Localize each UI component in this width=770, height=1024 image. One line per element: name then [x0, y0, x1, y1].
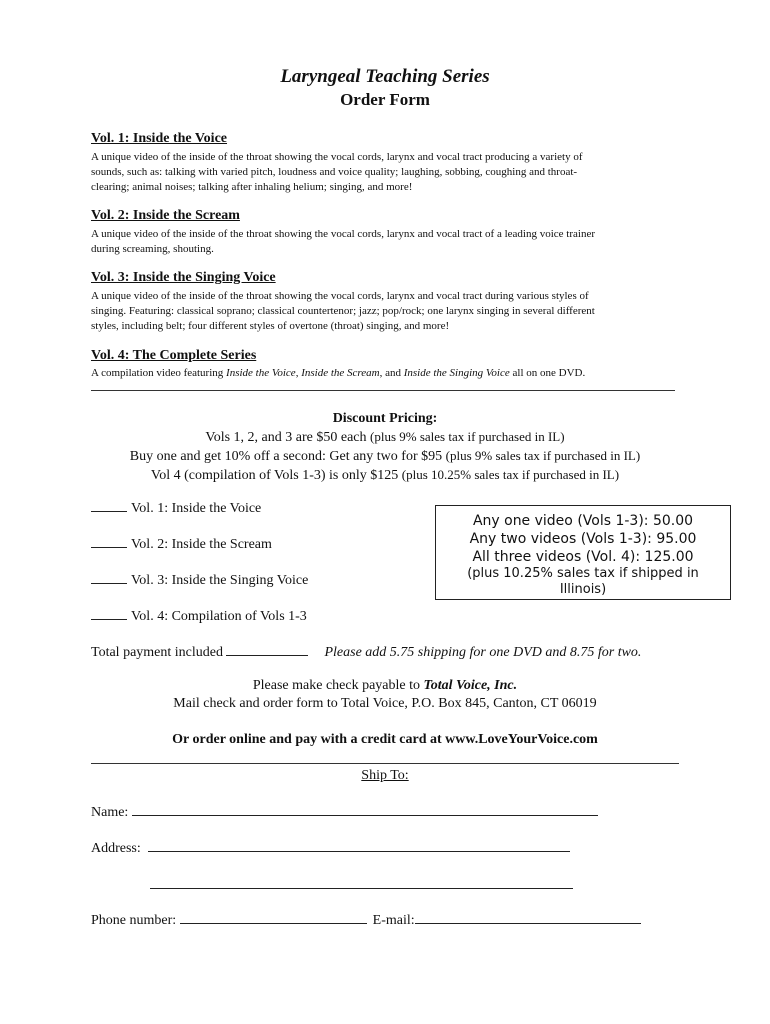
form-title: Laryngeal Teaching Series [280, 66, 490, 87]
check-payee: Total Voice, Inc. [423, 678, 518, 693]
price-box-line: Any two videos (Vols 1-3): 95.00 [469, 531, 697, 547]
ship-to-heading: Ship To: [361, 768, 409, 783]
online-order-line: Or order online and pay with a credit card at www.LoveYourVoice.com [172, 732, 598, 747]
email-input-line[interactable] [415, 911, 641, 924]
total-payment-row [91, 643, 641, 661]
pricing-heading: Discount Pricing: [332, 411, 438, 426]
address-input-line-2[interactable] [150, 876, 573, 889]
name-input-line[interactable] [132, 803, 598, 816]
order-item-vol4[interactable] [91, 607, 307, 625]
vol4-desc-title2: Inside the Scream [301, 367, 380, 379]
pricing-section [0, 410, 770, 485]
total-payment-label: Total payment included [91, 645, 223, 660]
shipping-note: Please add 5.75 shipping for one DVD and 8.75 for two. [324, 645, 642, 660]
vol4-desc-text: A compilation video featuring [91, 367, 227, 379]
vol4-heading: Vol. 4: The Complete Series [91, 348, 257, 363]
order-item-label: Vol. 2: Inside the Scream [131, 537, 272, 552]
vol3-desc-line: A unique video of the inside of the throat showing the vocal cords, larynx and vocal tract during various styles of [91, 290, 589, 302]
vol4-desc-title3: Inside the Singing Voice [403, 367, 510, 379]
vol1-desc-line: clearing; animal noises; talking after inhaling helium; singing, and more! [91, 181, 413, 193]
vol3-heading: Vol. 3: Inside the Singing Voice [91, 270, 276, 285]
order-item-label: Vol. 4: Compilation of Vols 1-3 [131, 609, 307, 624]
vol2-heading: Vol. 2: Inside the Scream [91, 208, 240, 223]
total-payment-blank[interactable] [226, 643, 308, 656]
order-item-label: Vol. 3: Inside the Singing Voice [131, 573, 309, 588]
vol4-desc-sep: , [295, 367, 302, 379]
pricing-tax-note: (plus 9% sales tax if purchased in IL) [370, 429, 565, 444]
mail-instructions: Mail check and order form to Total Voice, P.O. Box 845, Canton, CT 06019 [173, 696, 597, 711]
vol2-description [91, 227, 681, 257]
vol1-heading: Vol. 1: Inside the Voice [91, 131, 228, 146]
check-payable-line [0, 678, 770, 694]
name-field[interactable] [91, 803, 602, 821]
name-label: Name: [91, 805, 129, 820]
quantity-blank[interactable] [91, 571, 127, 584]
vol3-desc-line: styles, including belt; four different styles of overtone (throat) singing, and more! [91, 320, 450, 332]
order-item-vol2[interactable] [91, 535, 272, 553]
check-prefix: Please make check payable to [252, 678, 424, 693]
pricing-tax-note: (plus 9% sales tax if purchased in IL) [445, 448, 641, 463]
contact-field-row[interactable] [91, 911, 645, 929]
divider-line [91, 763, 679, 764]
divider-line [91, 390, 675, 391]
quantity-blank[interactable] [91, 535, 127, 548]
vol2-desc-line: A unique video of the inside of the throat showing the vocal cords, larynx and vocal tract of a leading voice trainer [91, 228, 596, 240]
vol4-desc-text: all on one DVD. [509, 367, 586, 379]
pricing-tax-note: (plus 10.25% sales tax if purchased in IL) [401, 467, 620, 482]
vol3-desc-line: singing. Featuring: classical soprano; classical countertenor; jazz; pop/rock; one larynx singing in several different [91, 305, 595, 317]
vol1-desc-line: sounds, such as: talking with varied pitch, loudness and voice quality; laughing, sobbing, coughing and throat- [91, 166, 578, 178]
vol3-description [91, 289, 681, 334]
vol1-description [91, 150, 681, 195]
address-field[interactable] [91, 839, 574, 857]
email-label: E-mail: [372, 913, 415, 928]
pricing-line-1 [0, 428, 770, 447]
price-box-tax-note: Illinois) [559, 582, 607, 597]
pricing-line-3 [0, 466, 770, 485]
price-box-line: All three videos (Vol. 4): 125.00 [472, 549, 694, 565]
vol4-description [91, 366, 681, 381]
vol4-desc-title1: Inside the Voice [226, 367, 296, 379]
quantity-blank[interactable] [91, 607, 127, 620]
order-item-vol3[interactable] [91, 571, 308, 589]
price-box-line: Any one video (Vols 1-3): 50.00 [472, 513, 694, 529]
order-item-vol1[interactable] [91, 499, 261, 517]
vol2-desc-line: during screaming, shouting. [91, 243, 214, 255]
phone-input-line[interactable] [180, 911, 367, 924]
pricing-text: Vol 4 (compilation of Vols 1-3) is only $125 [150, 468, 402, 483]
vol4-desc-sep: , and [379, 367, 404, 379]
pricing-text: Vols 1, 2, and 3 are $50 each [205, 430, 370, 445]
address-input-line[interactable] [148, 839, 570, 852]
address-label: Address: [91, 841, 141, 856]
phone-label: Phone number: [91, 913, 177, 928]
pricing-line-2 [0, 447, 770, 466]
order-item-label: Vol. 1: Inside the Voice [131, 501, 262, 516]
price-box-tax-note: (plus 10.25% sales tax if shipped in [467, 566, 699, 581]
vol1-desc-line: A unique video of the inside of the throat showing the vocal cords, larynx and vocal tract producing a variety of [91, 151, 583, 163]
form-subtitle: Order Form [340, 90, 430, 109]
price-summary-box [435, 505, 731, 600]
quantity-blank[interactable] [91, 499, 127, 512]
pricing-text: Buy one and get 10% off a second: Get any two for $95 [129, 449, 446, 464]
